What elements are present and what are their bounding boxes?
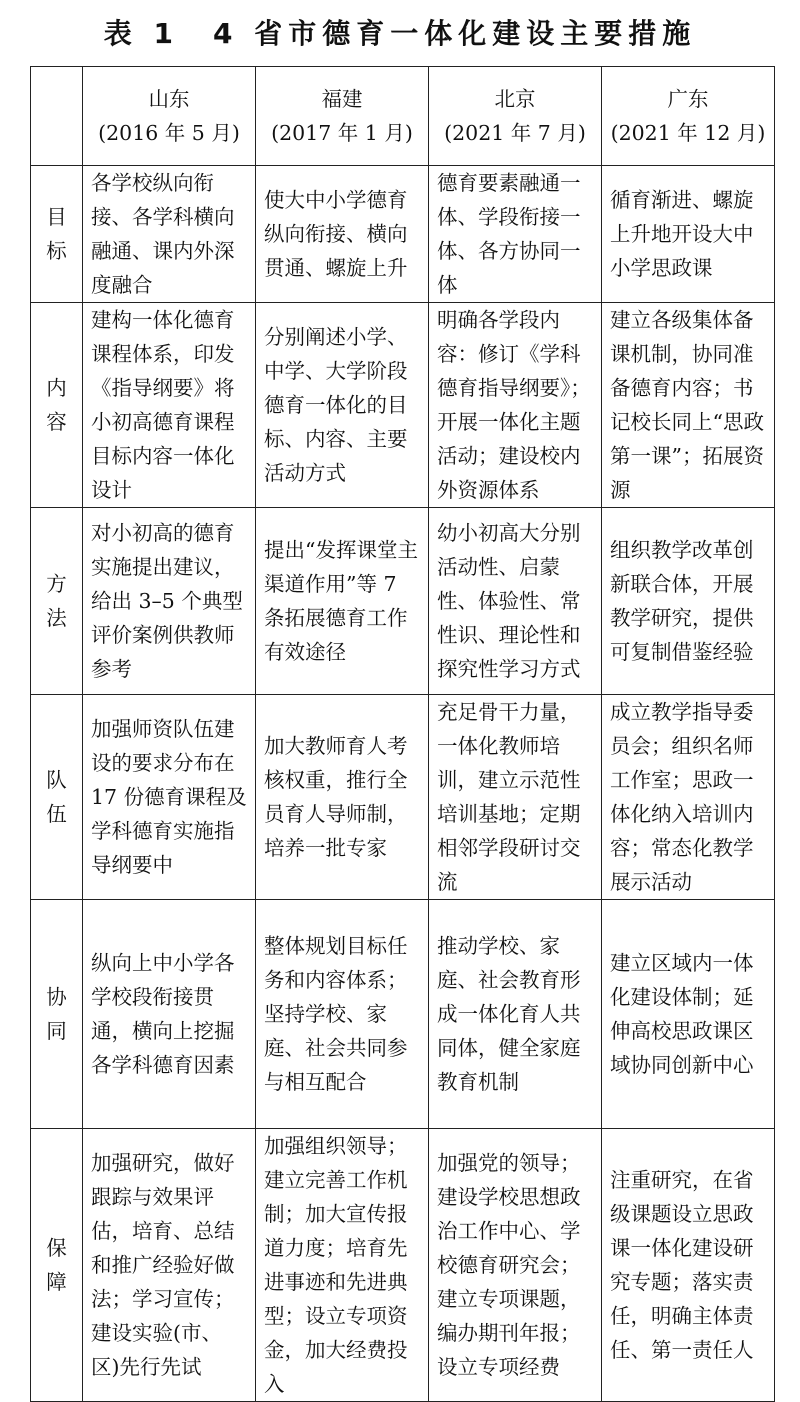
column-header-beijing bbox=[429, 67, 602, 166]
table-cell: 整体规划目标任务和内容体系；坚持学校、家庭、社会共同参与相互配合 bbox=[256, 900, 429, 1129]
corner-cell bbox=[31, 67, 83, 166]
table-row-content bbox=[31, 303, 775, 508]
table-cell: 加大教师育人考核权重，推行全员育人导师制，培养一批专家 bbox=[256, 695, 429, 900]
table-cell: 建构一体化德育课程体系，印发《指导纲要》将小初高德育课程目标内容一体化设计 bbox=[83, 303, 256, 508]
table-cell: 加强党的领导；建设学校思想政治工作中心、学校德育研究会；建立专项课题，编办期刊年报；设立专项经费 bbox=[429, 1129, 602, 1402]
issue-date: (2021 年 7 月) bbox=[444, 121, 586, 145]
issue-date: (2017 年 1 月) bbox=[271, 121, 413, 145]
header-row bbox=[31, 67, 775, 166]
table-cell: 德育要素融通一体、学段衔接一体、各方协同一体 bbox=[429, 166, 602, 303]
table-cell: 充足骨干力量，一体化教师培训，建立示范性培训基地；定期相邻学段研讨交流 bbox=[429, 695, 602, 900]
row-label: 方法 bbox=[31, 508, 83, 695]
province-name: 福建 bbox=[321, 87, 363, 111]
table-cell: 提出“发挥课堂主渠道作用”等 7 条拓展德育工作有效途径 bbox=[256, 508, 429, 695]
table-cell: 注重研究，在省级课题设立思政课一体化建设研究专题；落实责任，明确主体责任、第一责任人 bbox=[602, 1129, 775, 1402]
table-cell: 幼小初高大分别活动性、启蒙性、体验性、常性识、理论性和探究性学习方式 bbox=[429, 508, 602, 695]
table-cell: 循育渐进、螺旋上升地开设大中小学思政课 bbox=[602, 166, 775, 303]
table-cell: 建立区域内一体化建设体制；延伸高校思政课区域协同创新中心 bbox=[602, 900, 775, 1129]
table-row-support bbox=[31, 1129, 775, 1402]
table-title: 表 1 4 省市德育一体化建设主要措施 bbox=[103, 17, 697, 50]
table-cell: 明确各学段内容：修订《学科德育指导纲要》；开展一体化主题活动；建设校内外资源体系 bbox=[429, 303, 602, 508]
table-row-method bbox=[31, 508, 775, 695]
province-name: 广东 bbox=[667, 87, 709, 111]
table-cell: 加强组织领导；建立完善工作机制；加大宣传报道力度；培育先进事迹和先进典型；设立专项资金，加大经费投入 bbox=[256, 1129, 429, 1402]
column-header-shandong bbox=[83, 67, 256, 166]
table-cell: 组织教学改革创新联合体，开展教学研究，提供可复制借鉴经验 bbox=[602, 508, 775, 695]
table-cell: 加强研究，做好跟踪与效果评估，培育、总结和推广经验好做法；学习宣传；建设实验(市、区)先行先试 bbox=[83, 1129, 256, 1402]
table-cell: 各学校纵向衔接、各学科横向融通、课内外深度融合 bbox=[83, 166, 256, 303]
table-row-collaboration bbox=[31, 900, 775, 1129]
issue-date: (2016 年 5 月) bbox=[98, 121, 240, 145]
table-cell: 对小初高的德育实施提出建议，给出 3–5 个典型评价案例供教师参考 bbox=[83, 508, 256, 695]
column-header-fujian bbox=[256, 67, 429, 166]
row-label: 目标 bbox=[31, 166, 83, 303]
table-cell: 推动学校、家庭、社会教育形成一体化育人共同体，健全家庭教育机制 bbox=[429, 900, 602, 1129]
table-cell: 建立各级集体备课机制，协同准备德育内容；书记校长同上“思政第一课”；拓展资源 bbox=[602, 303, 775, 508]
table-cell: 成立教学指导委员会；组织名师工作室；思政一体化纳入培训内容；常态化教学展示活动 bbox=[602, 695, 775, 900]
table-row-goal bbox=[31, 166, 775, 303]
row-label: 协同 bbox=[31, 900, 83, 1129]
row-label: 保障 bbox=[31, 1129, 83, 1402]
column-header-guangdong bbox=[602, 67, 775, 166]
issue-date: (2021 年 12 月) bbox=[610, 121, 766, 145]
measures-table bbox=[30, 66, 775, 1402]
province-name: 北京 bbox=[494, 87, 536, 111]
table-row-team bbox=[31, 695, 775, 900]
table-cell: 纵向上中小学各学校段衔接贯通，横向上挖掘各学科德育因素 bbox=[83, 900, 256, 1129]
province-name: 山东 bbox=[148, 87, 190, 111]
table-cell: 加强师资队伍建设的要求分布在 17 份德育课程及学科德育实施指导纲要中 bbox=[83, 695, 256, 900]
table-cell: 使大中小学德育纵向衔接、横向贯通、螺旋上升 bbox=[256, 166, 429, 303]
row-label: 内容 bbox=[31, 303, 83, 508]
row-label: 队伍 bbox=[31, 695, 83, 900]
table-cell: 分别阐述小学、中学、大学阶段德育一体化的目标、内容、主要活动方式 bbox=[256, 303, 429, 508]
